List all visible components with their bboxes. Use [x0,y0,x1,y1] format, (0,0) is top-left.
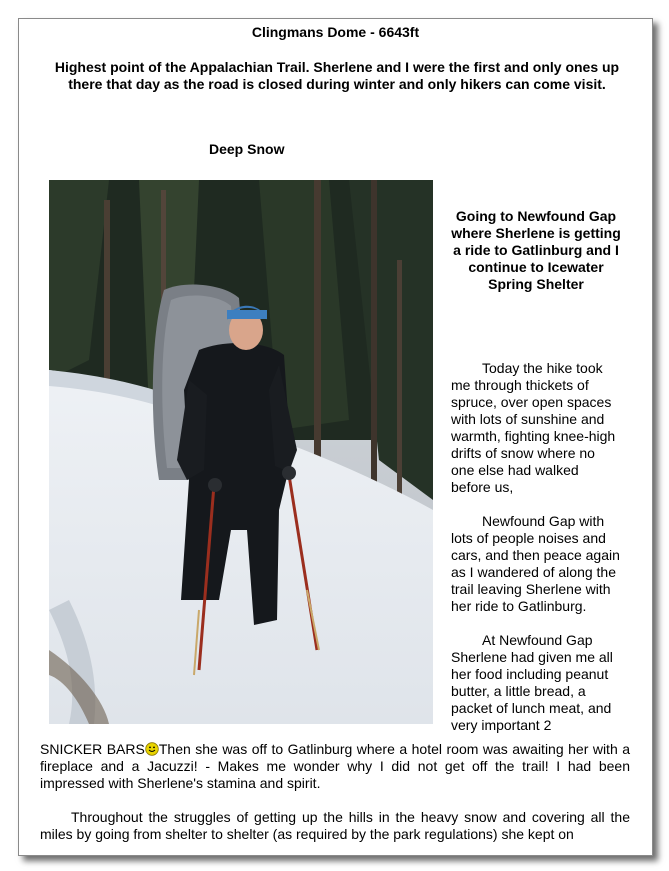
page-title: Clingmans Dome - 6643ft [251,24,420,40]
hiker-in-snow-photo [49,180,433,724]
paragraph-hike: Today the hike took me through thickets of spruce, over open spaces with lots of sunshine and warmth, fighting knee-high drifts of snow where no one else had walked before us, [451,360,616,495]
paragraph-continued [40,741,630,792]
gatlinburg-text: Then she was off to Gatlinburg where a hotel room was awaiting her with a fireplace and a Jacuzzi! - Makes me wonder why I did not get off the trail! I had been impressed with Sherlene's stamina and spirit. [40,741,631,791]
side-column-text [451,360,621,734]
document-page [18,18,653,856]
intro-text: Highest point of the Appalachian Trail. Sherlene and I were the first and only ones up there that day as the road is closed during winter and only hikers can come visit. [54,59,620,92]
full-width-text [40,741,630,843]
smiley-face-icon [145,742,159,756]
paragraph-newfound-gap: Newfound Gap with lots of people noises and cars, and then peace again as I wandered of along the trail leaving Sherlene with her ride to Gatlinburg. [451,513,620,614]
side-heading: Going to Newfound Gap where Sherlene is getting a ride to Gatlinburg and I continue to Icewater Spring Shelter [451,208,621,292]
snicker-bars-text: SNICKER BARS [40,741,145,757]
paragraph-struggles: Throughout the struggles of getting up the hills in the heavy snow and covering all the miles by going from shelter to shelter (as required by the park regulations) she kept on [40,809,630,842]
paragraph-food: At Newfound Gap Sherlene had given me all her food including peanut butter, a little bread, a packet of lunch meat, and very important 2 [451,632,613,733]
photo-caption: Deep Snow [209,141,285,157]
